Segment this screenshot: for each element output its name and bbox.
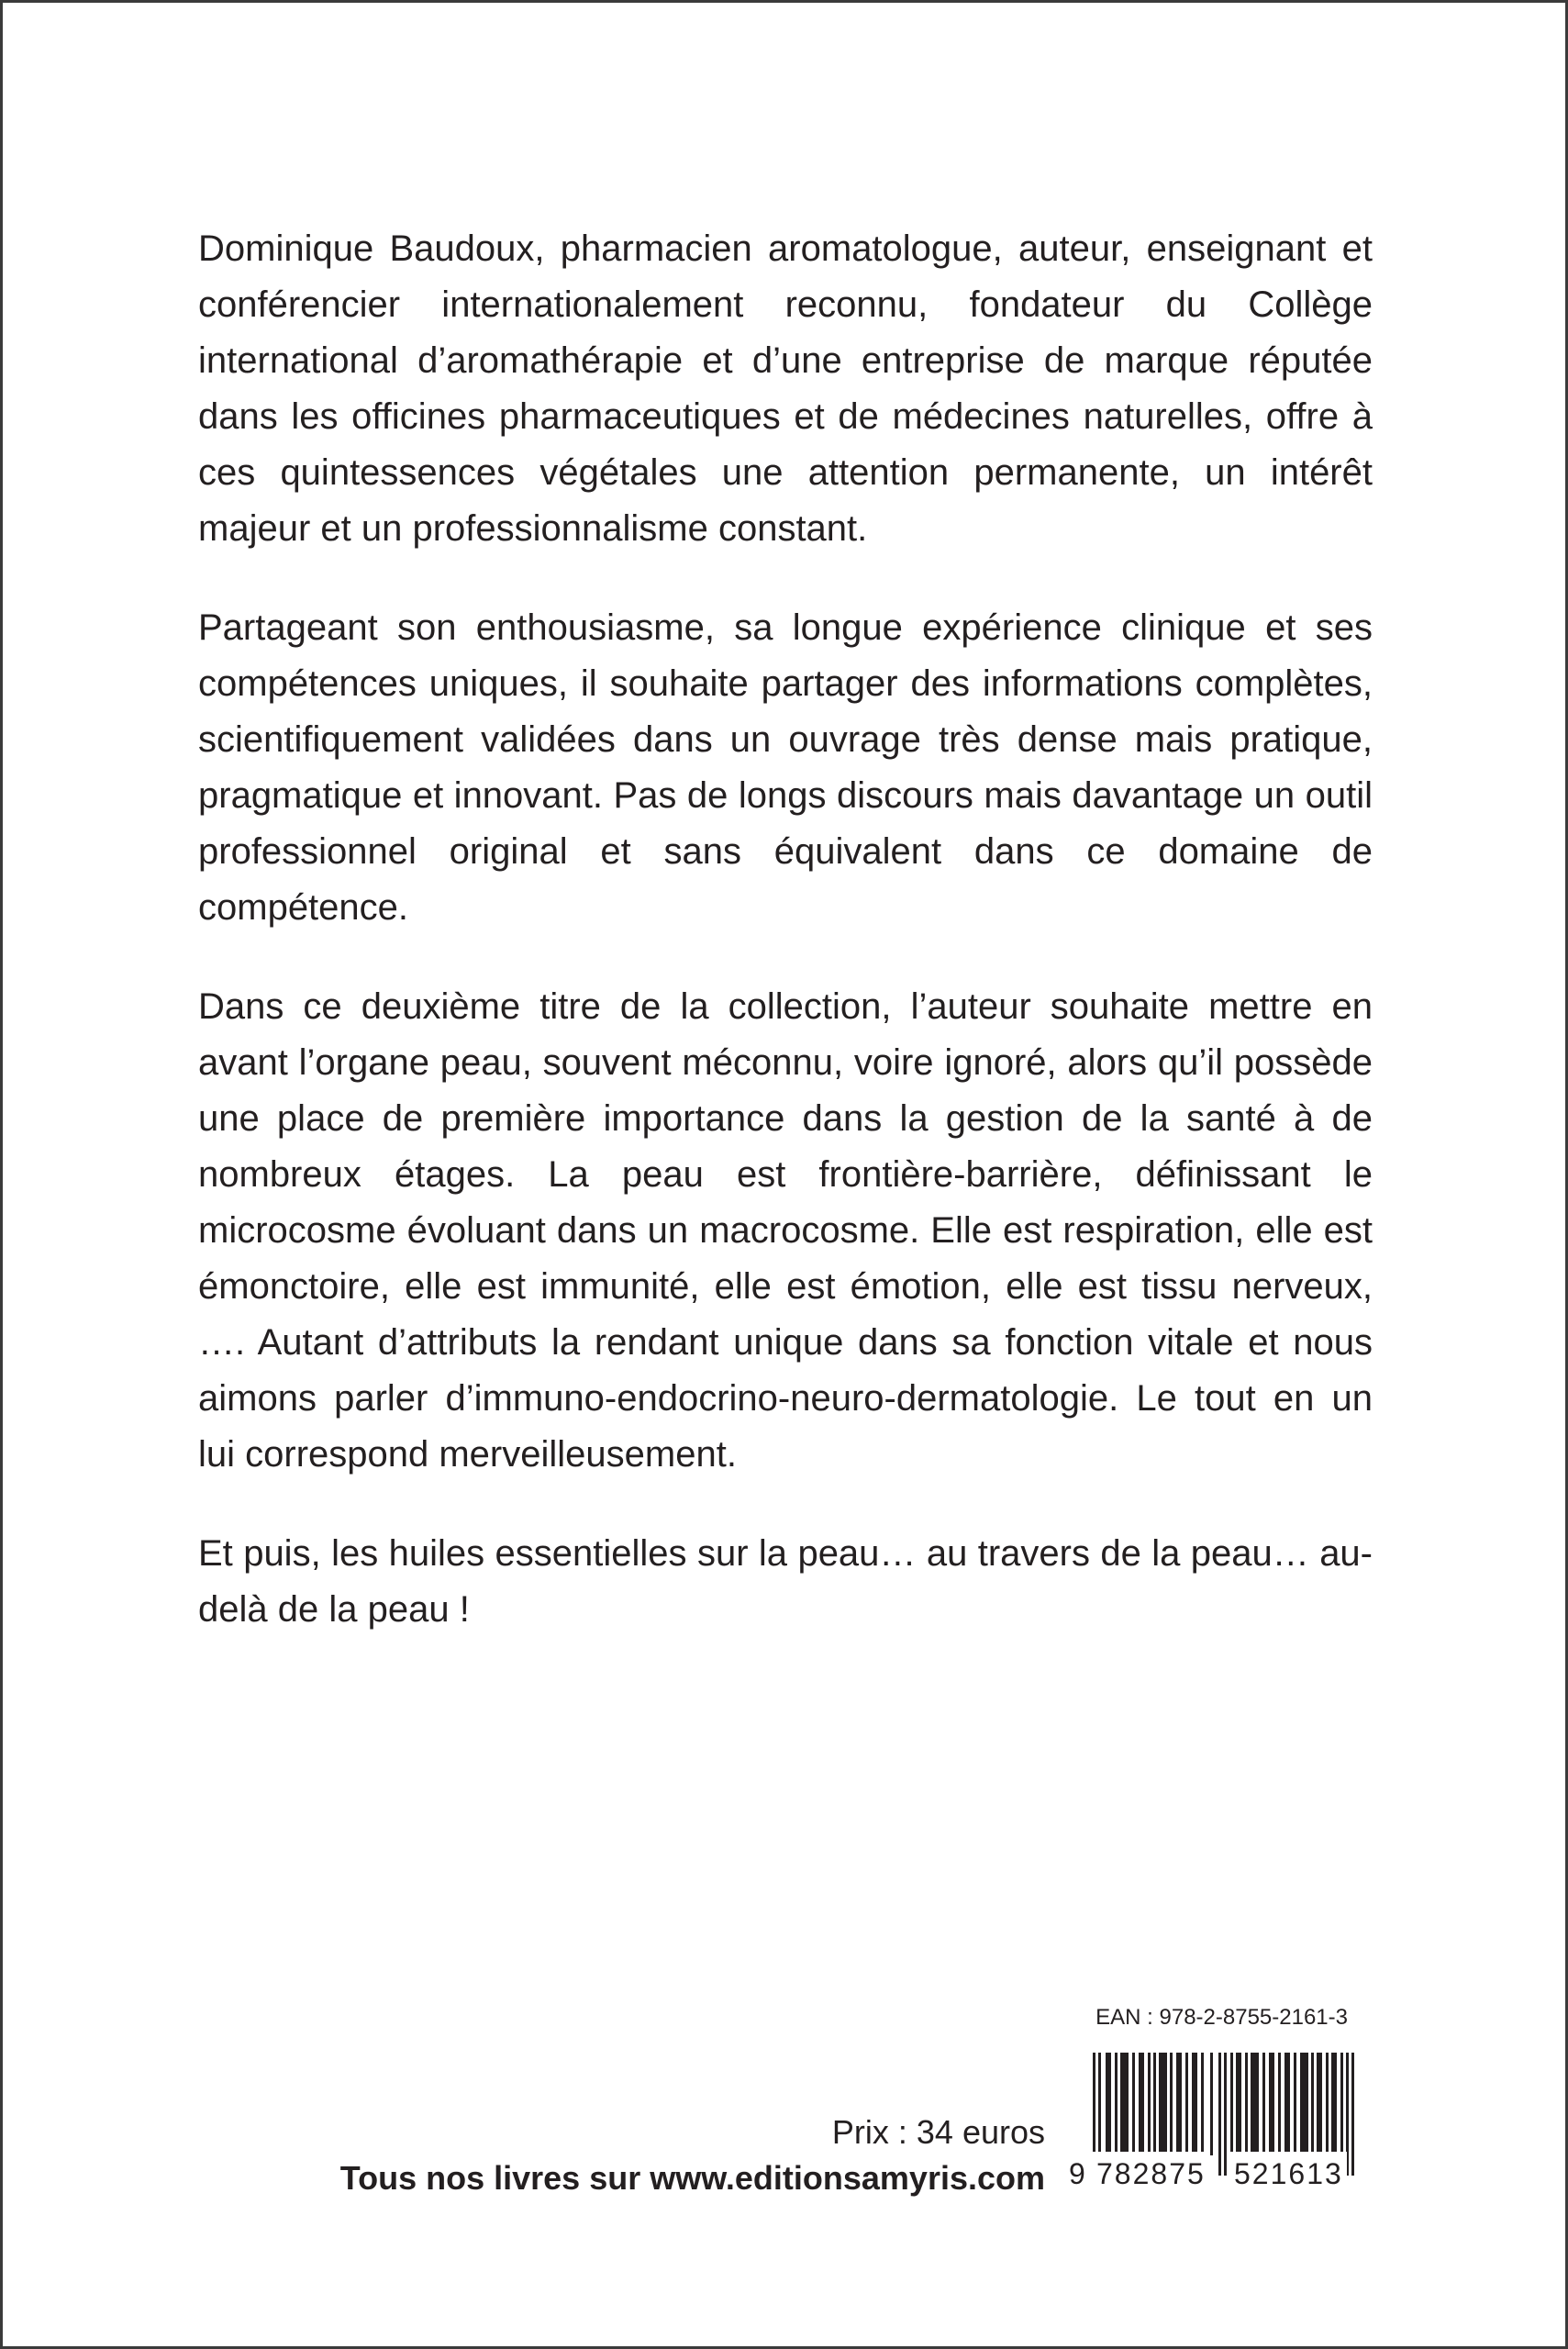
paragraph-closing: Et puis, les huiles essentielles sur la peau… au travers de la peau… au-delà de la peau ! [198, 1533, 1373, 1630]
price-label: Prix : 34 euros [831, 2113, 1045, 2151]
back-cover-description [198, 221, 1373, 1638]
ean-label: EAN : 978-2-8755-2161-3 [1095, 2005, 1348, 2030]
barcode-left-group: 782875 [1093, 2152, 1209, 2196]
barcode-digits [1067, 2152, 1359, 2196]
paragraph-author-bio: Dominique Baudoux, pharmacien aromatologue, auteur, enseignant et conférencier internationalement reconnu, fondateur du Collège international d’aromathérapie et d’une entreprise de marque réputée dans les officines pharmaceutiques et de médecines naturelles, offre à ces quintessences végétales une attention permanente, un intérêt majeur et un professionnalisme constant. [198, 228, 1373, 549]
paragraph-skin-topic: Dans ce deuxième titre de la collection, l’auteur souhaite mettre en avant l’organe peau, souvent méconnu, voire ignoré, alors qu’il possède une place de première importance dans la gestion de la santé à de nombreux étages. La peau est frontière-barrière, définissant le microcosme évoluant dans un macrocosme. Elle est respiration, elle est émonctoire, elle est immunité, elle est émotion, elle est tissu nerveux, …. Autant d’attributs la rendant unique dans sa fonction vitale et nous aimons parler d’immuno-endocrino-neuro-dermatologie. Le tout en un lui correspond merveilleusement. [198, 986, 1373, 1475]
publisher-website-line: Tous nos livres sur www.editionsamyris.com [339, 2159, 1045, 2197]
barcode-first-digit: 9 [1067, 2152, 1089, 2196]
barcode-right-group: 521613 [1230, 2152, 1347, 2196]
paragraph-book-purpose: Partageant son enthousiasme, sa longue expérience clinique et ses compétences uniques, il souhaite partager des informations complètes, scientifiquement validées dans un ouvrage très dense mais pratique, pragmatique et innovant. Pas de longs discours mais davantage un outil professionnel original et sans équivalent dans ce domaine de compétence. [198, 607, 1373, 928]
